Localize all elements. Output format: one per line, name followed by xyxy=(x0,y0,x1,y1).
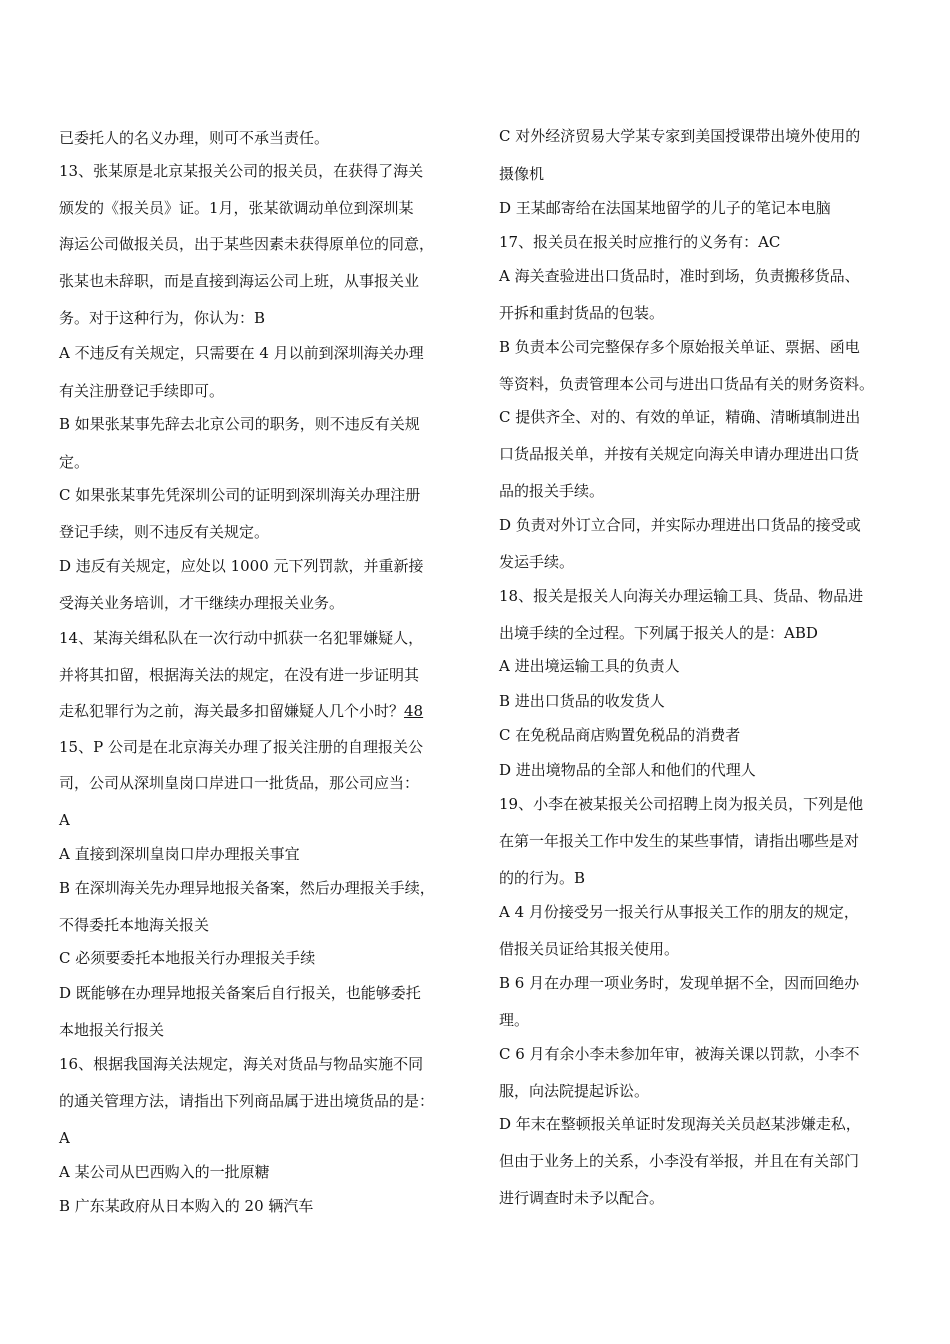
text-line xyxy=(59,593,344,613)
text-line xyxy=(59,1091,434,1111)
text-line-content: 定。 xyxy=(59,453,90,471)
text-line xyxy=(499,337,860,357)
text-line-content: 务。对于这种行为，你认为：B xyxy=(59,309,266,327)
text-line-content: B 进出口货品的收发货人 xyxy=(499,692,665,710)
text-line-content: 出境手续的全过程。下列属于报关人的是：ABD xyxy=(499,624,818,642)
answer-underlined: 48 xyxy=(404,702,424,720)
text-line xyxy=(499,1044,860,1064)
text-line-content: C 对外经济贸易大学某专家到美国授课带出境外使用的 xyxy=(499,127,861,145)
text-line xyxy=(59,628,423,648)
text-line xyxy=(59,665,419,685)
text-line-content: 口货品报关单，并按有关规定向海关申请办理进出口货 xyxy=(499,445,860,463)
text-line xyxy=(59,915,209,935)
text-line-content: 有关注册登记手续即可。 xyxy=(59,382,225,400)
text-line-content: 15、P 公司是在北京海关办理了报关注册的自理报关公 xyxy=(59,738,423,756)
text-line xyxy=(499,1010,529,1030)
text-line xyxy=(59,452,89,472)
text-line xyxy=(59,556,424,576)
text-line-content: 已委托人的名义办理，则可不承当责任。 xyxy=(59,129,330,147)
text-line-content: 登记手续，则不违反有关规定。 xyxy=(59,523,270,541)
text-line xyxy=(499,725,740,745)
text-line-content: C 提供齐全、对的、有效的单证，精确、清晰填制进出 xyxy=(499,408,861,426)
text-line xyxy=(59,522,269,542)
text-line-content: 走私犯罪行为之前，海关最多扣留嫌疑人几个小时？ xyxy=(59,702,405,720)
text-line-content: 19、小李在被某报关公司招聘上岗为报关员，下列是他 xyxy=(499,795,864,813)
text-line xyxy=(499,868,585,888)
text-line xyxy=(59,234,434,254)
text-line-content: 的的行为。B xyxy=(499,869,586,887)
text-line xyxy=(499,126,860,146)
text-line xyxy=(499,586,863,606)
text-line xyxy=(59,381,224,401)
text-line-content: D 负责对外订立合同，并实际办理进出口货品的接受或 xyxy=(499,516,861,534)
text-line-content: 并将其扣留，根据海关法的规定，在没有进一步证明其 xyxy=(59,666,420,684)
text-line xyxy=(59,1196,313,1216)
text-line xyxy=(499,515,861,535)
text-line xyxy=(499,1114,861,1134)
text-line xyxy=(499,266,860,286)
text-line-content: 张某也未辞职，而是直接到海运公司上班，从事报关业 xyxy=(59,272,420,290)
text-line-content: D 进出境物品的全部人和他们的代理人 xyxy=(499,761,756,779)
text-line-content: 13、张某原是北京某报关公司的报关员，在获得了海关 xyxy=(59,162,424,180)
text-line-content: 不得委托本地海关报关 xyxy=(59,916,210,934)
text-line xyxy=(59,773,419,793)
text-line xyxy=(499,691,665,711)
text-line-content: 司，公司从深圳皇岗口岸进口一批货品，那公司应当： xyxy=(59,774,420,792)
text-line-content: 服，向法院提起诉讼。 xyxy=(499,1082,650,1100)
text-line xyxy=(499,444,859,464)
text-line-content: B 6 月在办理一项业务时，发现单据不全，因而回绝办 xyxy=(499,974,860,992)
text-line xyxy=(59,1128,70,1148)
text-line-content: 16、根据我国海关法规定，海关对货品与物品实施不同 xyxy=(59,1055,424,1073)
text-line-content: 借报关员证给其报关使用。 xyxy=(499,940,680,958)
text-line-content: B 如果张某事先辞去北京公司的职务，则不违反有关规 xyxy=(59,415,420,433)
text-line xyxy=(59,161,423,181)
text-line xyxy=(59,128,329,148)
text-line-content: A 海关查验进出口货品时，准时到场，负责搬移货品、 xyxy=(499,267,860,285)
text-line xyxy=(59,1020,164,1040)
text-line xyxy=(499,939,679,959)
text-line xyxy=(499,760,756,780)
text-line xyxy=(499,198,831,218)
text-line-content: 17、报关员在报关时应推行的义务有：AC xyxy=(499,233,781,251)
text-line-content: A 直接到深圳皇岗口岸办理报关事宜 xyxy=(59,845,300,863)
text-line-content: 本地报关行报关 xyxy=(59,1021,165,1039)
text-line-content: C 必须要委托本地报关行办理报关手续 xyxy=(59,949,316,967)
text-line xyxy=(59,701,423,721)
text-line-content: 进行调查时未予以配合。 xyxy=(499,1189,665,1207)
text-line-content: 但由于业务上的关系，小李没有举报，并且在有关部门 xyxy=(499,1152,860,1170)
text-line-content: A 4 月份接受另一报关行从事报关工作的朋友的规定， xyxy=(499,903,859,921)
text-line-content: 的通关管理方法，请指出下列商品属于进出境货品的是： xyxy=(59,1092,435,1110)
text-line xyxy=(59,414,420,434)
text-line-content: A xyxy=(59,811,70,829)
text-line xyxy=(499,794,863,814)
text-line-content: B 广东某政府从日本购入的 20 辆汽车 xyxy=(59,1197,314,1215)
text-line-content: D 王某邮寄给在法国某地留学的儿子的笔记本电脑 xyxy=(499,199,831,217)
text-line-content: 摄像机 xyxy=(499,165,545,183)
text-line xyxy=(499,481,604,501)
text-line-content: 18、报关是报关人向海关办理运输工具、货品、物品进 xyxy=(499,587,864,605)
text-line-content: C 在免税品商店购置免税品的消费者 xyxy=(499,726,741,744)
text-line xyxy=(59,737,423,757)
text-line xyxy=(59,271,419,291)
text-line xyxy=(59,343,424,363)
text-line-content: B 负责本公司完整保存多个原始报关单证、票据、函电 xyxy=(499,338,860,356)
text-line xyxy=(59,1054,423,1074)
text-line xyxy=(59,198,414,218)
text-line xyxy=(59,485,420,505)
text-line-content: 颁发的《报关员》证。1月，张某欲调动单位到深圳某 xyxy=(59,199,414,217)
text-line xyxy=(499,303,664,323)
text-line-content: A 进出境运输工具的负责人 xyxy=(499,657,680,675)
text-line-content: 在第一年报关工作中发生的某些事情，请指出哪些是对 xyxy=(499,832,860,850)
text-line xyxy=(499,831,859,851)
text-line xyxy=(59,1162,270,1182)
text-line xyxy=(499,1081,649,1101)
text-line xyxy=(59,308,265,328)
text-line-content: D 年末在整顿报关单证时发现海关关员赵某涉嫌走私， xyxy=(499,1115,861,1133)
text-line xyxy=(59,878,435,898)
text-line-content: 发运手续。 xyxy=(499,553,575,571)
text-line xyxy=(59,948,315,968)
text-line-content: 开拆和重封货品的包装。 xyxy=(499,304,665,322)
text-line-content: A 不违反有关规定，只需要在 4 月以前到深圳海关办理 xyxy=(59,344,424,362)
text-line xyxy=(499,164,544,184)
text-line xyxy=(499,656,680,676)
text-line xyxy=(499,623,818,643)
text-line xyxy=(59,810,70,830)
text-line-content: 受海关业务培训，才干继续办理报关业务。 xyxy=(59,594,345,612)
text-line-content: 14、某海关缉私队在一次行动中抓获一名犯罪嫌疑人， xyxy=(59,629,424,647)
text-line-content: 海运公司做报关员，出于某些因素未获得原单位的同意， xyxy=(59,235,435,253)
text-line xyxy=(499,407,860,427)
text-line-content: B 在深圳海关先办理异地报关备案，然后办理报关手续， xyxy=(59,879,435,897)
text-line xyxy=(499,1188,664,1208)
text-line-content: A xyxy=(59,1129,70,1147)
text-line-content: 品的报关手续。 xyxy=(499,482,605,500)
text-line-content: C 6 月有余小李未参加年审，被海关课以罚款，小李不 xyxy=(499,1045,860,1063)
text-line-content: C 如果张某事先凭深圳公司的证明到深圳海关办理注册 xyxy=(59,486,421,504)
text-line xyxy=(59,844,300,864)
text-line xyxy=(499,232,780,252)
text-line xyxy=(499,1151,859,1171)
text-line-content: D 违反有关规定，应处以 1000 元下列罚款，并重新接 xyxy=(59,557,424,575)
text-line xyxy=(499,552,574,572)
text-line-content: 理。 xyxy=(499,1011,530,1029)
text-line-content: 等资料，负责管理本公司与进出口货品有关的财务资料。 xyxy=(499,375,875,393)
text-line xyxy=(499,374,874,394)
text-line xyxy=(59,983,421,1003)
text-line-content: D 既能够在办理异地报关备案后自行报关，也能够委托 xyxy=(59,984,421,1002)
text-line-content: A 某公司从巴西购入的一批原糖 xyxy=(59,1163,270,1181)
text-line xyxy=(499,973,859,993)
text-line xyxy=(499,902,859,922)
